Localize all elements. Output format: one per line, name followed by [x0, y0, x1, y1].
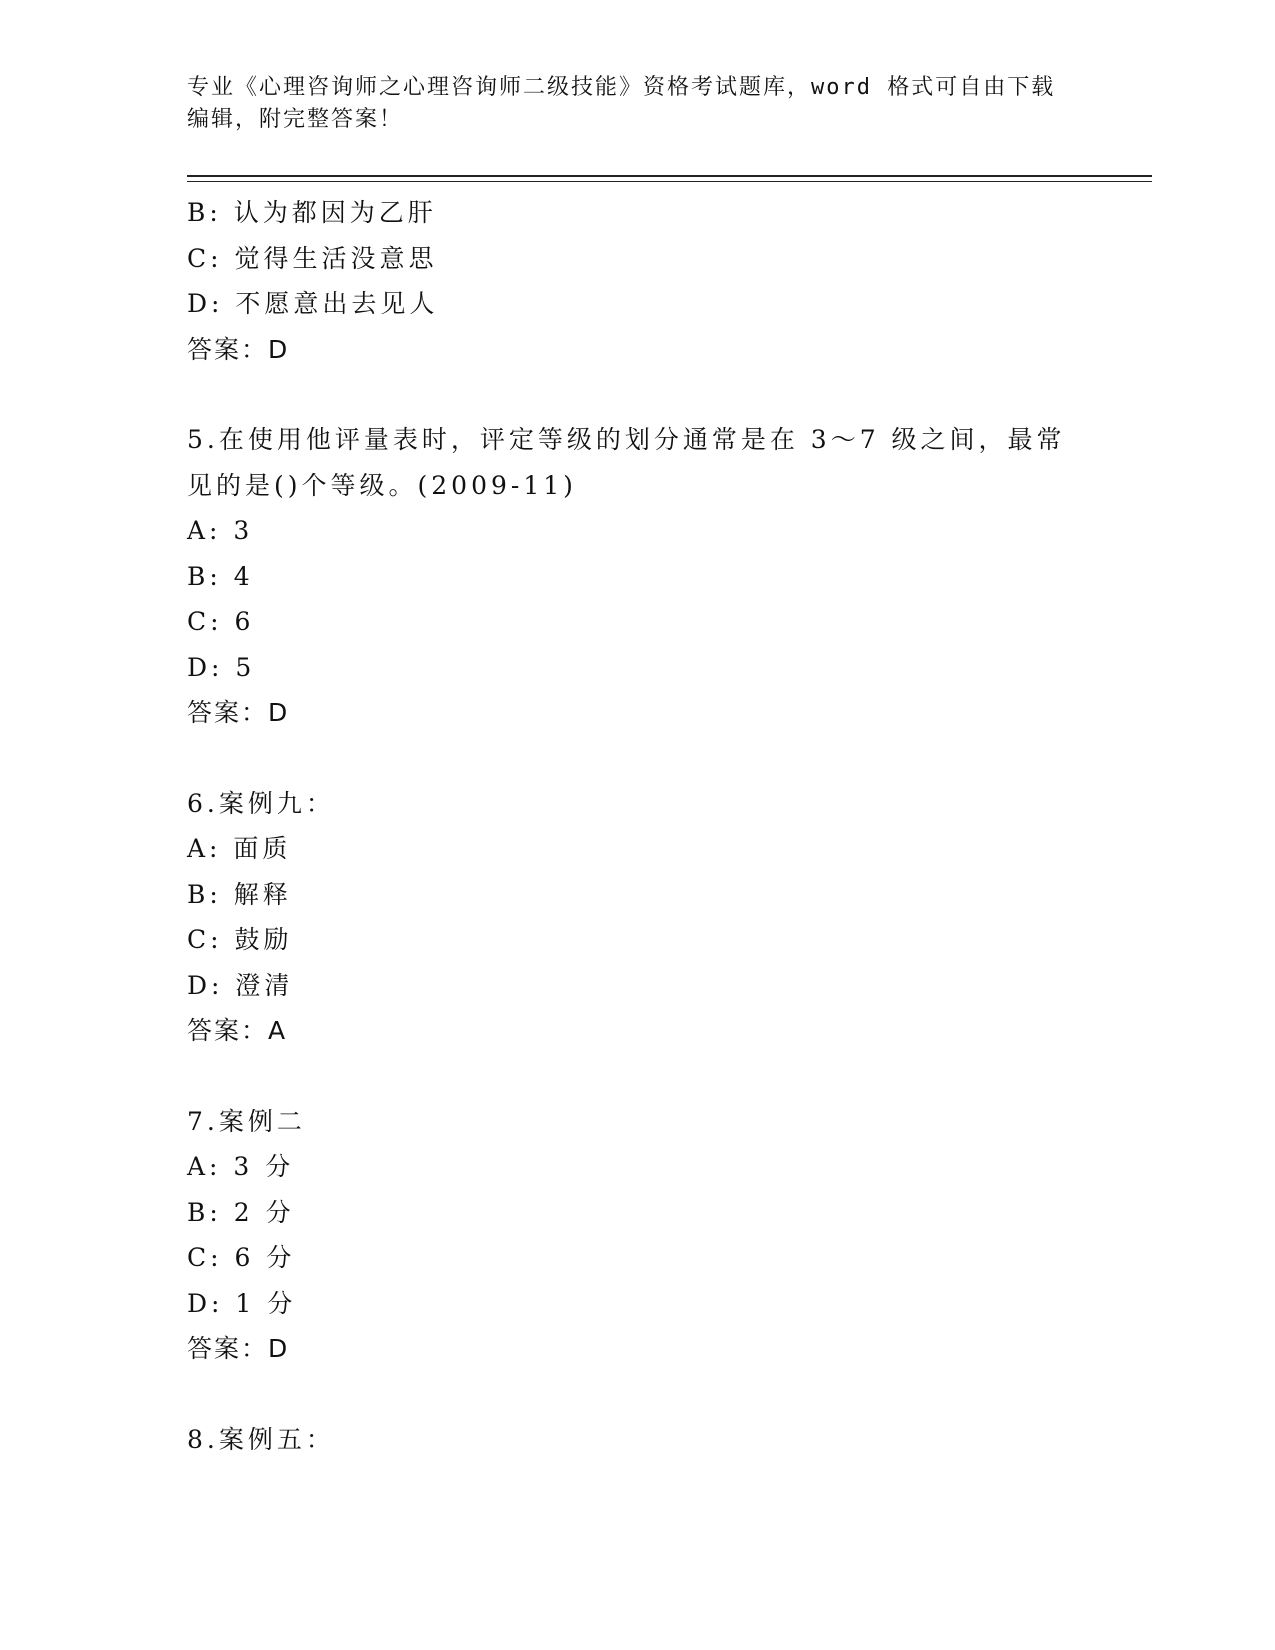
- question-text: 7.案例二: [187, 1106, 306, 1136]
- answer-line: 答案：D: [187, 698, 290, 727]
- option-c: C: 6: [187, 607, 255, 636]
- option-b: B: 2 分: [187, 1197, 295, 1227]
- option-a: A: 面质: [187, 834, 292, 863]
- option-b: B: 解释: [187, 879, 292, 909]
- question-6: [187, 781, 1087, 1054]
- header-divider-thin: [187, 181, 1152, 182]
- question-text: 5.在使用他评量表时，评定等级的划分通常是在 3～7 级之间，最常见的是()个等级。(2009-11): [187, 425, 1066, 500]
- option-b: B: 4: [187, 561, 254, 591]
- question-8: [187, 1417, 1087, 1463]
- question-5: [187, 417, 1087, 736]
- option-c: C: 6 分: [187, 1243, 296, 1272]
- question-text: 8.案例五：: [187, 1424, 335, 1454]
- option-d: D: 1 分: [187, 1288, 297, 1318]
- document-header: [187, 72, 1067, 136]
- question-list: [187, 190, 1087, 1462]
- option-d: D: 5: [187, 652, 256, 682]
- question-7: [187, 1099, 1087, 1372]
- answer-line: 答案：D: [187, 1334, 290, 1363]
- option-b: B: 认为都因为乙肝: [187, 198, 437, 227]
- question-4-tail: [187, 190, 1087, 372]
- option-a: A: 3: [187, 516, 254, 545]
- header-divider-thick: [187, 175, 1152, 177]
- question-text: 6.案例九：: [187, 788, 335, 818]
- answer-line: 答案：A: [187, 1016, 288, 1045]
- option-d: D: 澄清: [187, 970, 294, 1000]
- header-line-1: 专业《心理咨询师之心理咨询师二级技能》资格考试题库，word 格式可自由下载: [187, 75, 1056, 100]
- option-d: D: 不愿意出去见人: [187, 289, 439, 318]
- option-c: C: 觉得生活没意思: [187, 243, 438, 273]
- option-c: C: 鼓励: [187, 925, 293, 954]
- answer-line: 答案：D: [187, 334, 290, 364]
- option-a: A: 3 分: [187, 1152, 295, 1181]
- header-line-2: 编辑，附完整答案！: [187, 107, 404, 132]
